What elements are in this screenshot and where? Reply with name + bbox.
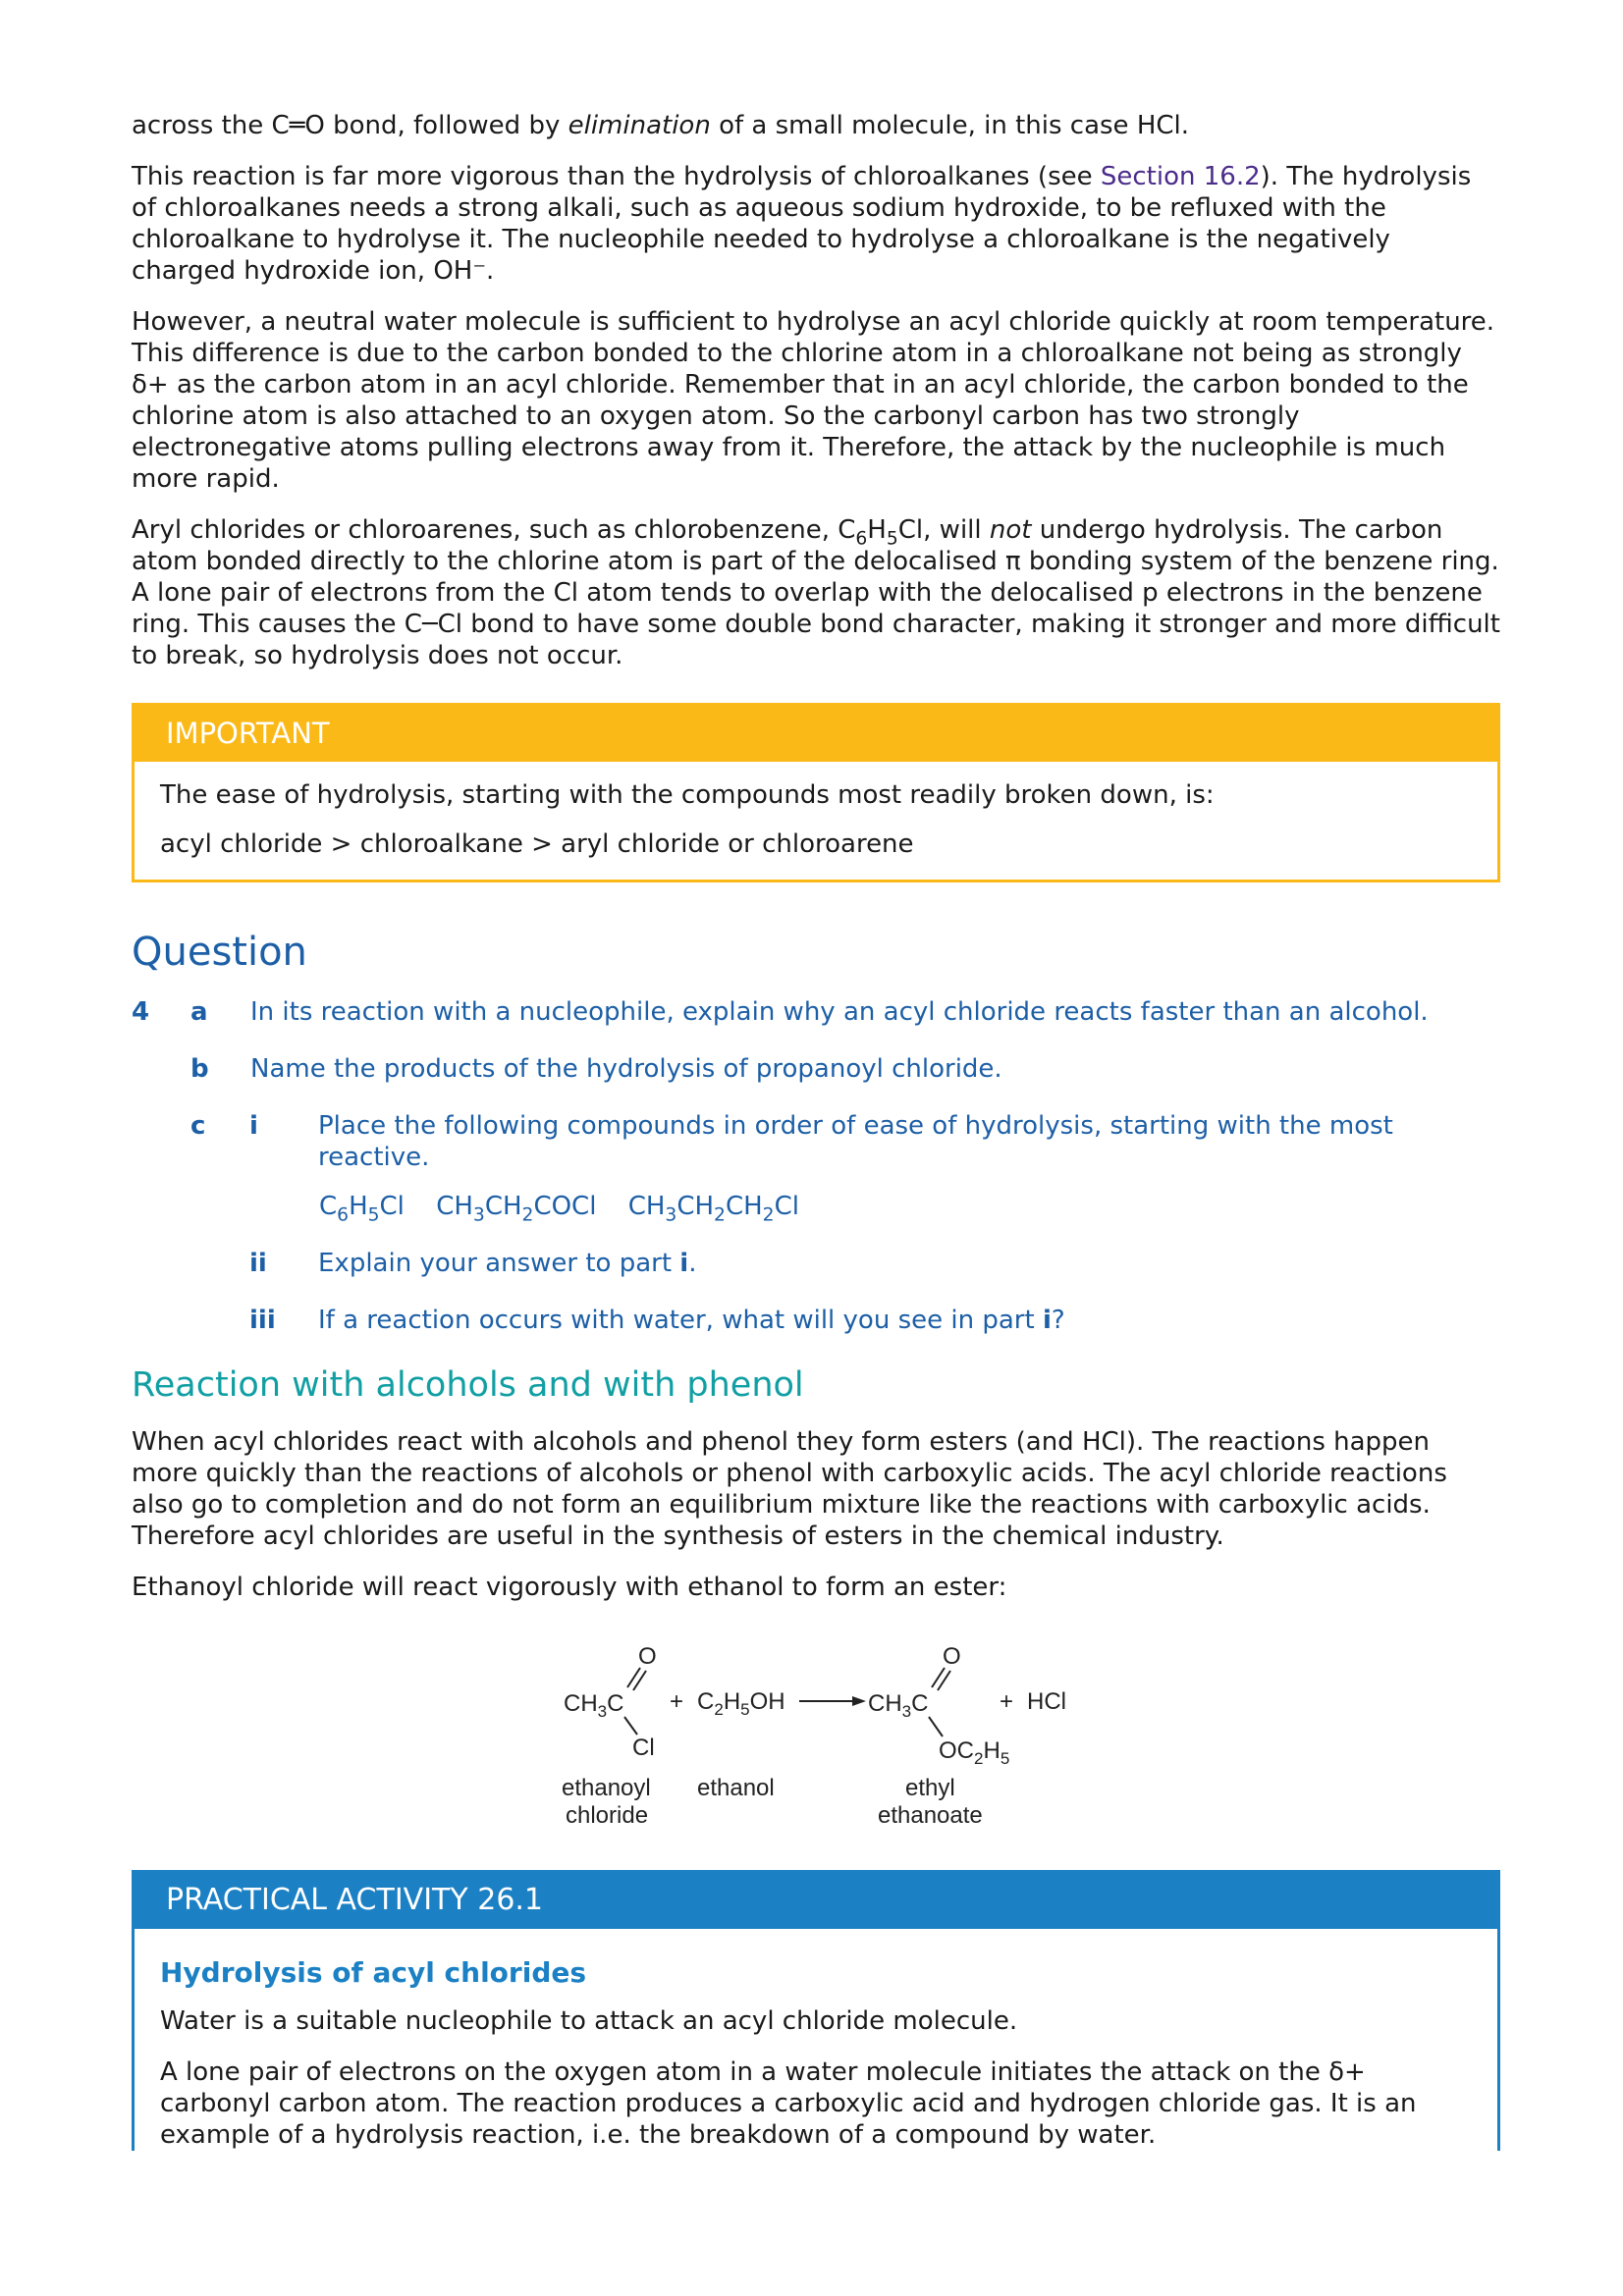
section-16-2-link[interactable]: Section 16.2 [1100,162,1261,191]
question-part-text: Explain your answer to part i. [318,1249,697,1278]
question-subpart-label: i [249,1111,258,1141]
question-4c-i [132,1110,1500,1173]
paragraph-water-nucleophile: However, a neutral water molecule is sufficient to hydrolyse an acyl chloride quickly at room temperature. This difference is due to the carbon bonded to the chlorine atom in a chloroalkane not being as strongly δ+ as the carbon atom in an acyl chloride. Remember that in an acyl chloride, the carbon bonded to the chlorine atom is also attached to an oxygen atom. So the carbonyl carbon has two strongly electronegative atoms pulling electrons away from it. Therefore, the attack by the nucleophile is much more rapid. [132,307,1495,494]
reaction-arrow-head [852,1696,866,1706]
important-line-2: acyl chloride > chloroalkane > aryl chloride or chloroarene [160,829,914,859]
important-title: IMPORTANT [135,703,1497,762]
single-bond-line [624,1717,637,1735]
important-line-1: The ease of hydrolysis, starting with the compounds most readily broken down, is: [160,780,1215,810]
question-part-label: a [190,997,208,1027]
plus-sign: + [670,1688,684,1715]
question-subpart-label: iii [249,1306,276,1335]
question-part-label: c [190,1111,206,1141]
paragraph-chloroalkane-hydrolysis: This reaction is far more vigorous than the hydrolysis of chloroalkanes (see Section 16.2). The hydrolysis of chloroalkanes needs a strong alkali, such as aqueous sodium hydroxide, to be refluxed with the chloroalkane to hydrolyse it. The nucleophile needed to hydrolyse a chloroalkane is the negatively charged hydroxide ion, OH⁻. [132,162,1472,286]
chlorine-atom: Cl [632,1735,655,1761]
ch3c-group: $CH_3C$ [564,1690,624,1721]
oxygen-atom: O [943,1643,961,1670]
label-ethyl: ethyl [905,1775,955,1801]
compound-list [319,1191,1500,1226]
question-heading: Question [132,930,307,975]
paragraph-esters: When acyl chlorides react with alcohols and phenol they form esters (and HCl). The reactions happen more quickly than the reactions of alcohols or phenol with carboxylic acids. The acyl chloride reactions also go to completion and do not form an equilibrium mixture like the reactions with carboxylic acids. Therefore acyl chlorides are useful in the synthesis of esters in the chemical industry. [132,1427,1447,1551]
ethanol-formula: $C_2H_5OH$ [697,1688,785,1719]
single-bond-line [929,1717,943,1736]
label-chloride: chloride [566,1802,649,1829]
ethoxy-group: $OC_2H_5$ [939,1737,1010,1768]
paragraph-ethanoyl-chloride: Ethanoyl chloride will react vigorously with ethanol to form an ester: [132,1573,1007,1602]
question-part-text: If a reaction occurs with water, what will you see in part i? [318,1306,1065,1335]
label-ethanoate: ethanoate [878,1802,983,1829]
practical-heading: Hydrolysis of acyl chlorides [160,1956,587,1989]
label-ethanol: ethanol [697,1775,775,1801]
question-4c-iii [132,1305,1500,1336]
esterification-equation [132,1623,1500,1829]
question-4a [132,996,1500,1028]
question-4c-ii [132,1248,1500,1279]
ch3c-group: $CH_3C$ [868,1690,929,1721]
compound-chlorobenzene: $C_6H_5Cl$ [319,1192,405,1226]
label-ethanoyl: ethanoyl [562,1775,651,1801]
compound-propanoyl-chloride: $CH_3CH_2COCl$ [436,1192,597,1226]
important-box [132,703,1500,882]
oxygen-atom: O [638,1643,657,1670]
practical-paragraph-1: Water is a suitable nucleophile to attack an acyl chloride molecule. [160,2006,1018,2036]
practical-activity-box [132,1870,1500,2151]
equation-diagram [132,1623,1500,1829]
question-subpart-label: ii [249,1249,267,1278]
question-part-text: Place the following compounds in order of ease of hydrolysis, starting with the most reactive. [318,1111,1393,1172]
paragraph-elimination: across the C═O bond, followed by elimination of a small molecule, in this case HCl. [132,111,1190,140]
paragraph-aryl-chlorides: Aryl chlorides or chloroarenes, such as chlorobenzene, $C_6H_5Cl$, will not undergo hydrolysis. The carbon atom bonded directly to the chlorine atom is part of the delocalised π bonding system of the benzene ring. A lone pair of electrons from the Cl atom tends to overlap with the delocalised p electrons in the benzene ring. This causes the C─Cl bond to have some double bond character, making it stronger and more difficult to break, so hydrolysis does not occur. [132,515,1500,670]
question-number: 4 [132,997,150,1027]
plus-sign: + [1000,1688,1014,1715]
practical-paragraph-2: A lone pair of electrons on the oxygen atom in a water molecule initiates the attack on the δ+ carbonyl carbon atom. The reaction produces a carboxylic acid and hydrogen chloride gas. It is an example of a hydrolysis reaction, i.e. the breakdown of a compound by water. [160,2057,1417,2150]
question-part-text: Name the products of the hydrolysis of propanoyl chloride. [250,1054,1002,1084]
hcl-formula: HCl [1027,1688,1066,1715]
question-4b [132,1053,1500,1085]
practical-title: PRACTICAL ACTIVITY 26.1 [135,1870,1497,1929]
compound-chloropropane: $CH_3CH_2CH_2Cl$ [627,1192,799,1226]
page-content [132,110,1500,2170]
question-part-label: b [190,1054,209,1084]
section-heading: Reaction with alcohols and with phenol [132,1365,804,1405]
question-part-text: In its reaction with a nucleophile, explain why an acyl chloride reacts faster than an alcohol. [250,997,1429,1027]
